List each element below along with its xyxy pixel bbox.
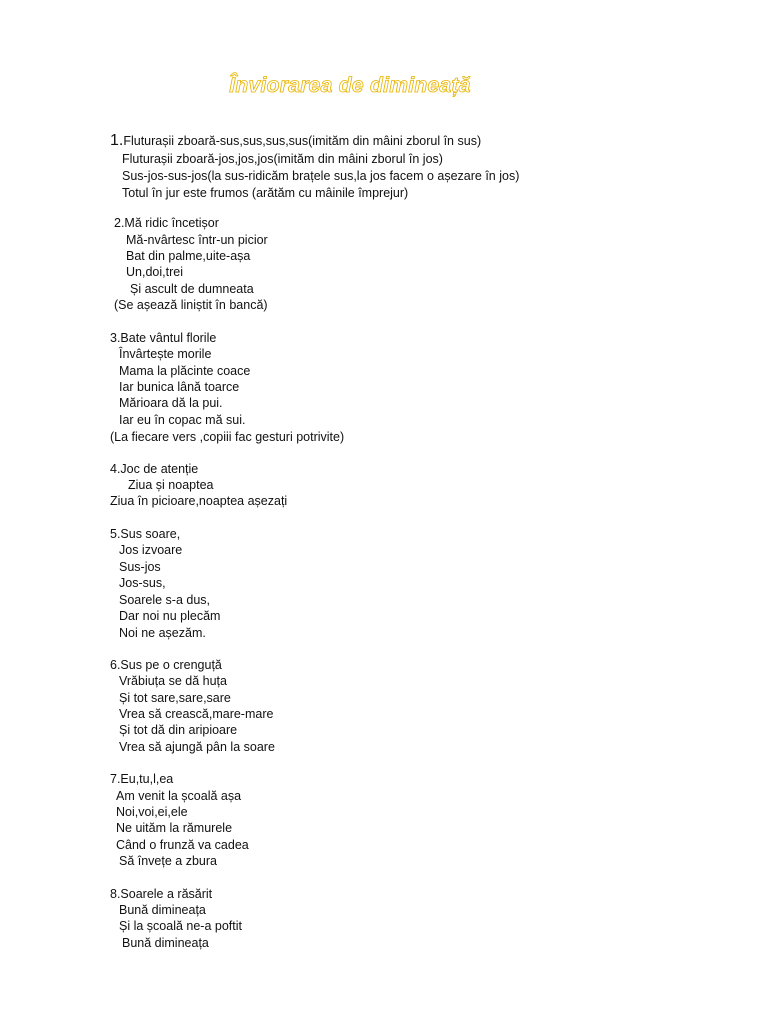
stanza-3-line-2: Învârtește morile	[119, 347, 212, 361]
stanza-5-line-1: 5.Sus soare,	[110, 527, 181, 541]
stanza-6-line-5: Și tot dă din aripioare	[119, 723, 238, 737]
page-title: Înviorarea de dimineață	[229, 74, 471, 97]
stanza-5-line-6: Dar noi nu plecăm	[119, 609, 221, 623]
stanza-5-line-7: Noi ne așezăm.	[119, 626, 206, 640]
stanza-3-line-7: (La fiecare vers ,copiii fac gesturi potrivite)	[110, 430, 345, 444]
stanza-2-line-2: Mă-nvârtesc într-un picior	[126, 233, 268, 247]
stanza-7-line-5: Când o frunză va cadea	[116, 838, 249, 852]
stanza-8-line-4: Bună dimineața	[122, 936, 209, 950]
stanza-1-line-2: Fluturașii zboară-jos,jos,jos(imităm din mâini zborul în jos)	[122, 152, 443, 166]
stanza-4-line-1: 4.Joc de atenție	[110, 462, 199, 476]
stanza-2-line-5: Și ascult de dumneata	[130, 282, 254, 296]
stanza-6-line-2: Vrăbiuța se dă huța	[119, 674, 227, 688]
stanza-3-line-6: Iar eu în copac mă sui.	[119, 413, 246, 427]
stanza-7-line-3: Noi,voi,ei,ele	[116, 805, 188, 819]
stanza-7-line-6: Să învețe a zbura	[119, 854, 217, 868]
stanza-3-line-1: 3.Bate vântul florile	[110, 331, 217, 345]
stanza-6-line-4: Vrea să crească,mare-mare	[119, 707, 274, 721]
stanza-6-line-6: Vrea să ajungă pân la soare	[119, 740, 275, 754]
stanza-7-line-4: Ne uităm la rămurele	[116, 821, 233, 835]
stanza-8-line-1: 8.Soarele a răsărit	[110, 887, 213, 901]
stanza-8-line-2: Bună dimineața	[119, 903, 206, 917]
stanza-1-line-1	[110, 133, 481, 149]
stanza-3-line-5: Mărioara dă la pui.	[119, 396, 223, 410]
stanza-3-line-4: Iar bunica lână toarce	[119, 380, 240, 394]
stanza-1-line-3: Sus-jos-sus-jos(la sus-ridicăm brațele sus,la jos facem o așezare în jos)	[122, 169, 520, 183]
stanza-7-line-1: 7.Eu,tu,l,ea	[110, 772, 174, 786]
stanza-1-line-1-text: Fluturașii zboară-sus,sus,sus,sus(imităm din mâini zborul în sus)	[123, 134, 482, 148]
stanza-1-number: 1.	[110, 132, 124, 149]
stanza-5-line-5: Soarele s-a dus,	[119, 593, 211, 607]
stanza-5-line-2: Jos izvoare	[119, 543, 183, 557]
stanza-3-line-3: Mama la plăcinte coace	[119, 364, 251, 378]
stanza-2-line-6: (Se așează liniștit în bancă)	[114, 298, 268, 312]
stanza-4-line-3: Ziua în picioare,noaptea așezați	[110, 494, 288, 508]
stanza-1-line-4: Totul în jur este frumos (arătăm cu mâinile împrejur)	[122, 186, 409, 200]
stanza-5-line-3: Sus-jos	[119, 560, 161, 574]
stanza-2-line-4: Un,doi,trei	[126, 265, 183, 279]
stanza-6-line-1: 6.Sus pe o crenguță	[110, 658, 222, 672]
stanza-5-line-4: Jos-sus,	[119, 576, 166, 590]
stanza-8-line-3: Și la școală ne-a poftit	[119, 919, 242, 933]
stanza-2-line-3: Bat din palme,uite-așa	[126, 249, 251, 263]
stanza-7-line-2: Am venit la școală așa	[116, 789, 242, 803]
stanza-6-line-3: Și tot sare,sare,sare	[119, 691, 231, 705]
stanza-4-line-2: Ziua și noaptea	[128, 478, 214, 492]
stanza-2-line-1: 2.Mă ridic încetișor	[114, 216, 219, 230]
